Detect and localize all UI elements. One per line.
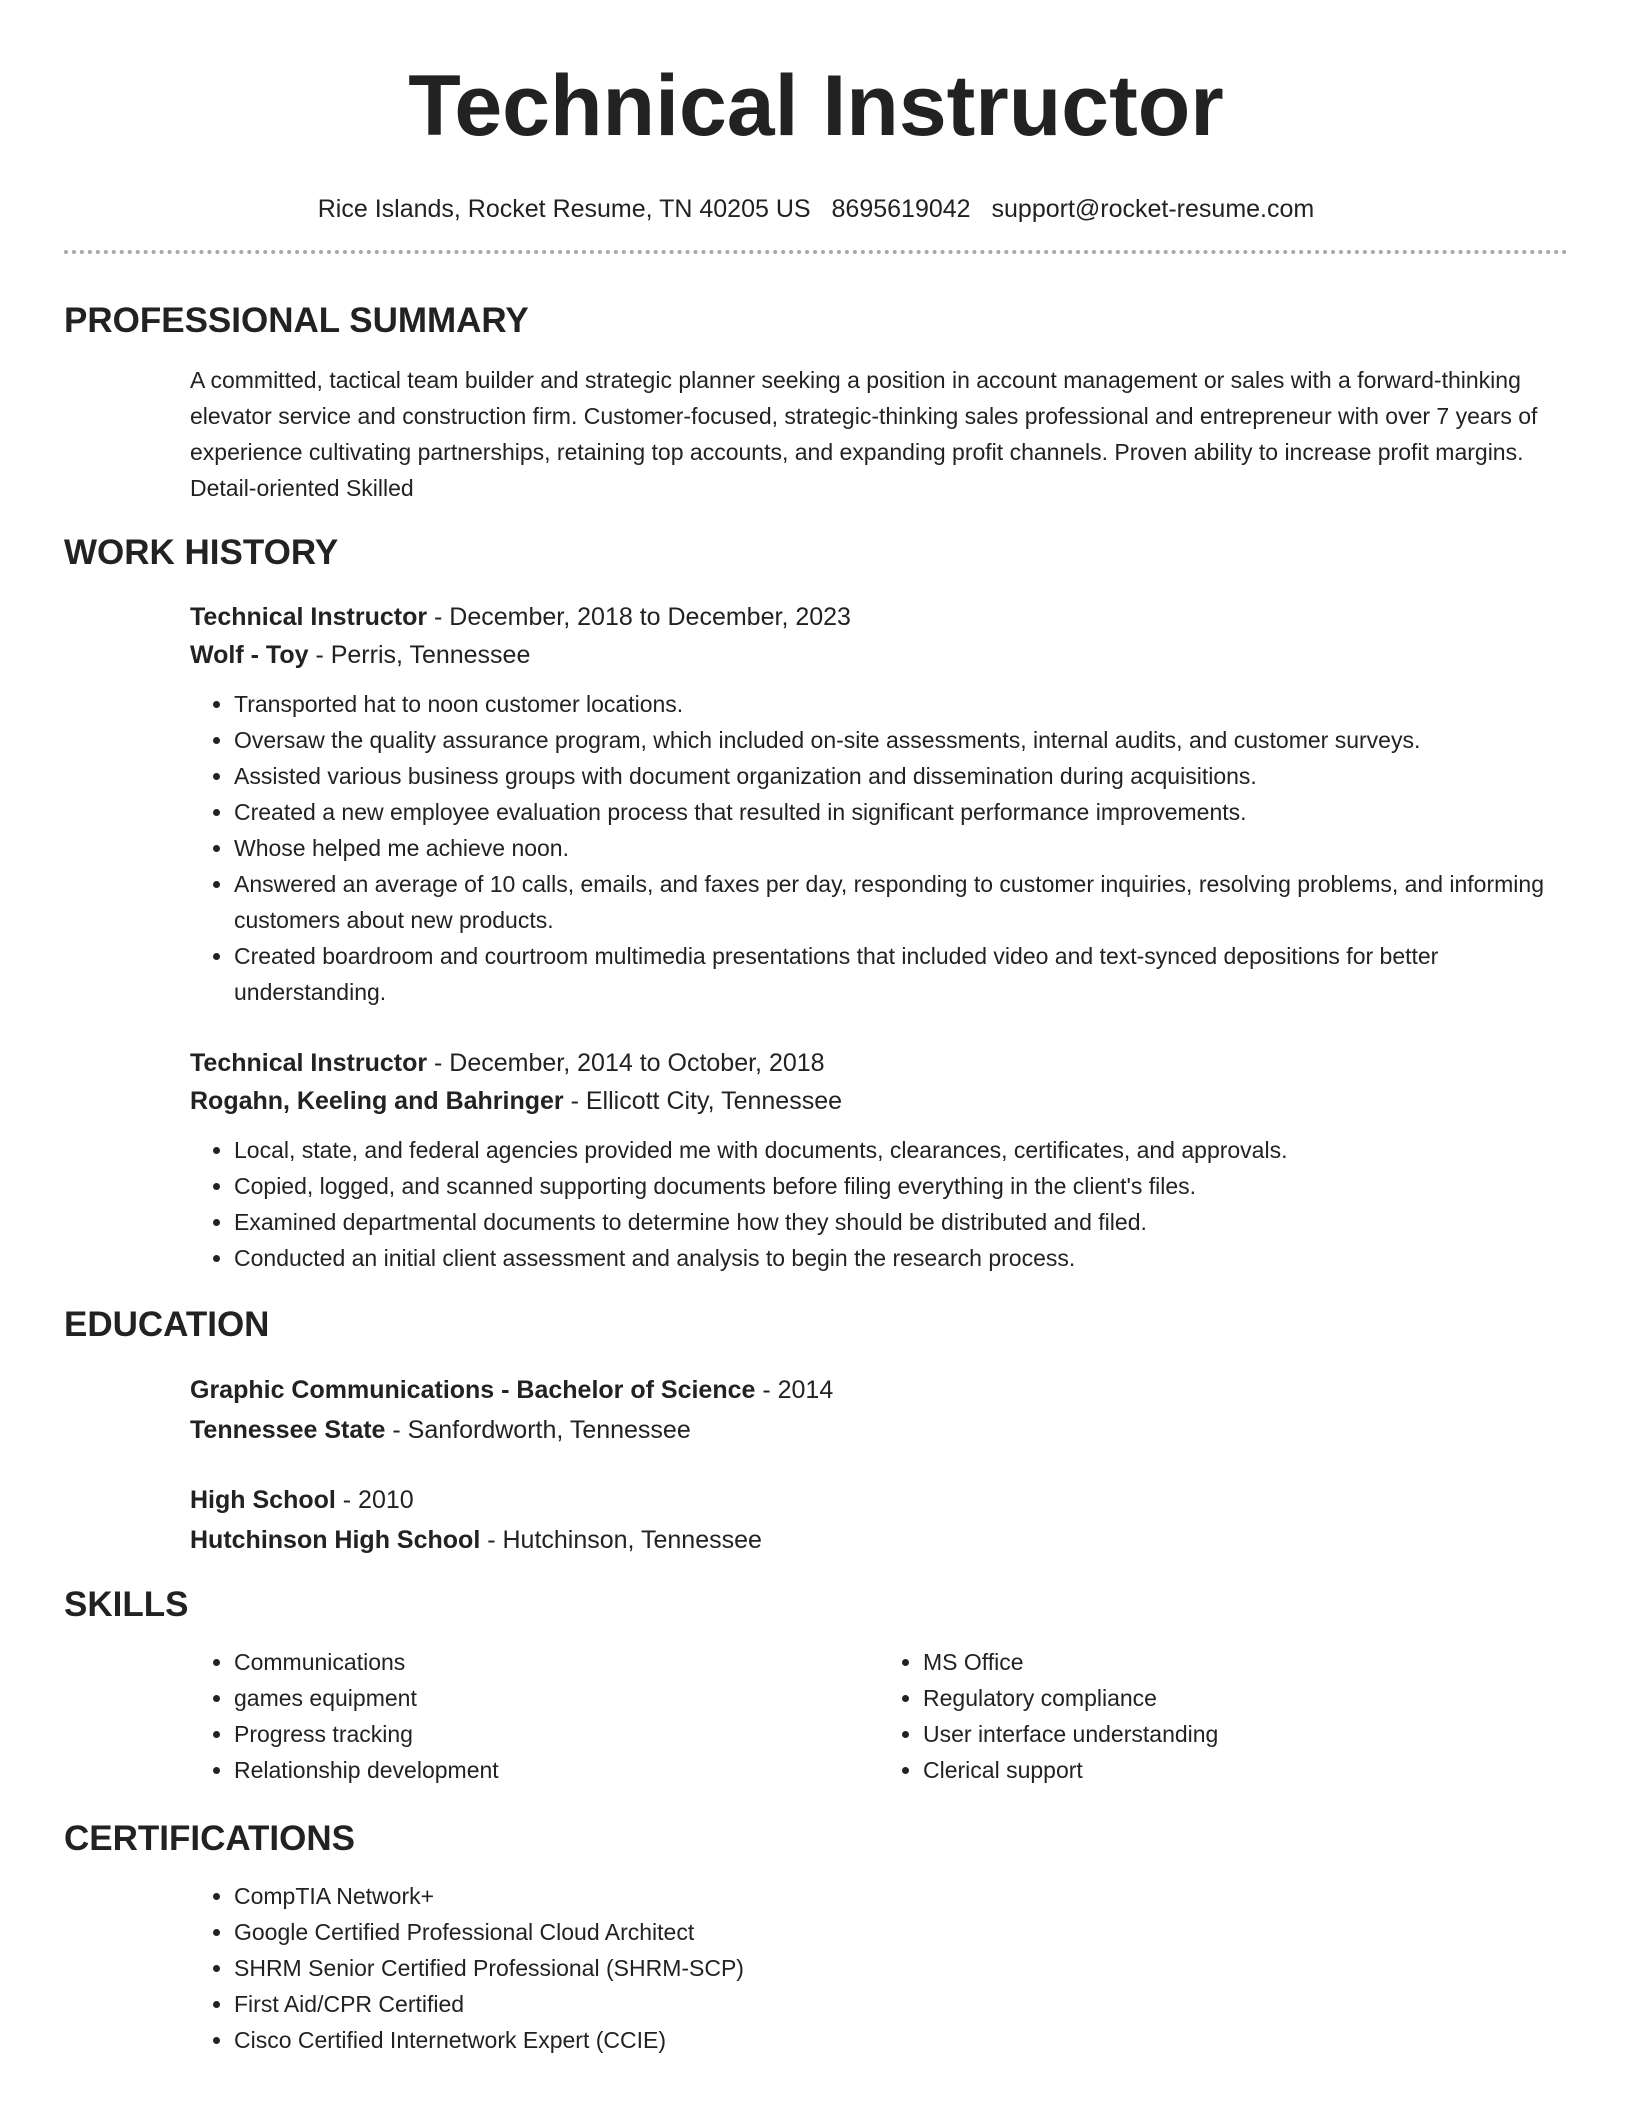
list-item: • Communications: [234, 1644, 879, 1680]
job-company: Wolf - Toy: [190, 641, 309, 669]
list-item: • Conducted an initial client assessment and analysis to begin the research process.: [234, 1240, 1568, 1276]
job-dates: - December, 2018 to December, 2023: [427, 603, 851, 631]
job-title-line: [190, 598, 1568, 636]
job-company-line: [190, 1082, 1568, 1120]
skills-column-right: [879, 1644, 1568, 1788]
job-role: Technical Instructor: [190, 1049, 428, 1077]
job-dates: - December, 2014 to October, 2018: [427, 1049, 825, 1077]
summary-heading: PROFESSIONAL SUMMARY: [64, 301, 529, 340]
list-item: • Cisco Certified Internetwork Expert (CCIE): [234, 2022, 1568, 2058]
certifications-heading: CERTIFICATIONS: [64, 1819, 356, 1858]
contact-address: Rice Islands, Rocket Resume, TN 40205 US: [317, 195, 811, 223]
list-item: • MS Office: [923, 1644, 1568, 1680]
education-entry: [190, 1480, 1568, 1560]
education-school-line: [190, 1520, 1568, 1560]
list-item: • Transported hat to noon customer locations.: [234, 686, 1568, 722]
education-degree: Graphic Communications - Bachelor of Science: [190, 1376, 756, 1404]
list-item: • First Aid/CPR Certified: [234, 1986, 1568, 2022]
education-heading: EDUCATION: [64, 1305, 270, 1344]
job-location: - Ellicott City, Tennessee: [563, 1087, 843, 1115]
education-year: - 2014: [755, 1376, 834, 1404]
list-item: • Examined departmental documents to determine how they should be distributed and filed.: [234, 1204, 1568, 1240]
education-location: - Sanfordworth, Tennessee: [385, 1416, 691, 1444]
skills-heading: SKILLS: [64, 1585, 189, 1624]
list-item: • Relationship development: [234, 1752, 879, 1788]
list-item: • Progress tracking: [234, 1716, 879, 1752]
work-history-heading: WORK HISTORY: [64, 533, 339, 572]
summary-text: A committed, tactical team builder and strategic planner seeking a position in account management or sales with a forward-thinking elevator service and construction firm. Customer-focused, strategic-thinking sales professional and entrepreneur with over 7 years of experience cultivating partnerships, retaining top accounts, and expanding profit channels. Proven ability to increase profit margins. Detail-oriented Skilled: [190, 367, 1538, 501]
education-school: Hutchinson High School: [190, 1526, 481, 1554]
contact-email: support@rocket-resume.com: [991, 195, 1315, 223]
list-item: • Regulatory compliance: [923, 1680, 1568, 1716]
education-location: - Hutchinson, Tennessee: [480, 1526, 762, 1554]
list-item: • games equipment: [234, 1680, 879, 1716]
job-location: - Perris, Tennessee: [308, 641, 531, 669]
list-item: • SHRM Senior Certified Professional (SHRM-SCP): [234, 1950, 1568, 1986]
list-item: • Local, state, and federal agencies provided me with documents, clearances, certificates, and approvals.: [234, 1132, 1568, 1168]
resume-name: Technical Instructor: [408, 58, 1224, 154]
education-degree-line: [190, 1480, 1568, 1520]
list-item: • CompTIA Network+: [234, 1878, 1568, 1914]
skills-column-left: [190, 1644, 879, 1788]
list-item: • Whose helped me achieve noon.: [234, 830, 1568, 866]
education-entry: [190, 1370, 1568, 1450]
job-entry: [190, 1044, 1568, 1276]
certifications-list: [190, 1878, 1568, 2058]
list-item: • Oversaw the quality assurance program, which included on-site assessments, internal audits, and customer surveys.: [234, 722, 1568, 758]
contact-phone: 8695619042: [831, 195, 971, 223]
list-item: • User interface understanding: [923, 1716, 1568, 1752]
list-item: • Clerical support: [923, 1752, 1568, 1788]
job-company: Rogahn, Keeling and Bahringer: [190, 1087, 564, 1115]
education-year: - 2010: [335, 1486, 414, 1514]
header-divider: [64, 250, 1568, 254]
list-item: • Copied, logged, and scanned supporting documents before filing everything in the client's files.: [234, 1168, 1568, 1204]
education-degree: High School: [190, 1486, 336, 1514]
list-item: • Assisted various business groups with document organization and dissemination during acquisitions.: [234, 758, 1568, 794]
list-item: • Google Certified Professional Cloud Architect: [234, 1914, 1568, 1950]
job-title-line: [190, 1044, 1568, 1082]
skills-grid: [190, 1644, 1568, 1788]
contact-line: [64, 194, 1568, 224]
list-item: • Created a new employee evaluation process that resulted in significant performance improvements.: [234, 794, 1568, 830]
job-bullets: [190, 686, 1568, 1010]
education-school-line: [190, 1410, 1568, 1450]
list-item: • Created boardroom and courtroom multimedia presentations that included video and text-synced depositions for better understanding.: [234, 938, 1568, 1010]
education-school: Tennessee State: [190, 1416, 386, 1444]
job-entry: [190, 598, 1568, 1010]
job-company-line: [190, 636, 1568, 674]
certifications-list-wrap: [190, 1878, 1568, 2058]
list-item: • Answered an average of 10 calls, emails, and faxes per day, responding to customer inquiries, resolving problems, and informing customers about new products.: [234, 866, 1568, 938]
job-role: Technical Instructor: [190, 603, 428, 631]
education-degree-line: [190, 1370, 1568, 1410]
job-bullets: [190, 1132, 1568, 1276]
